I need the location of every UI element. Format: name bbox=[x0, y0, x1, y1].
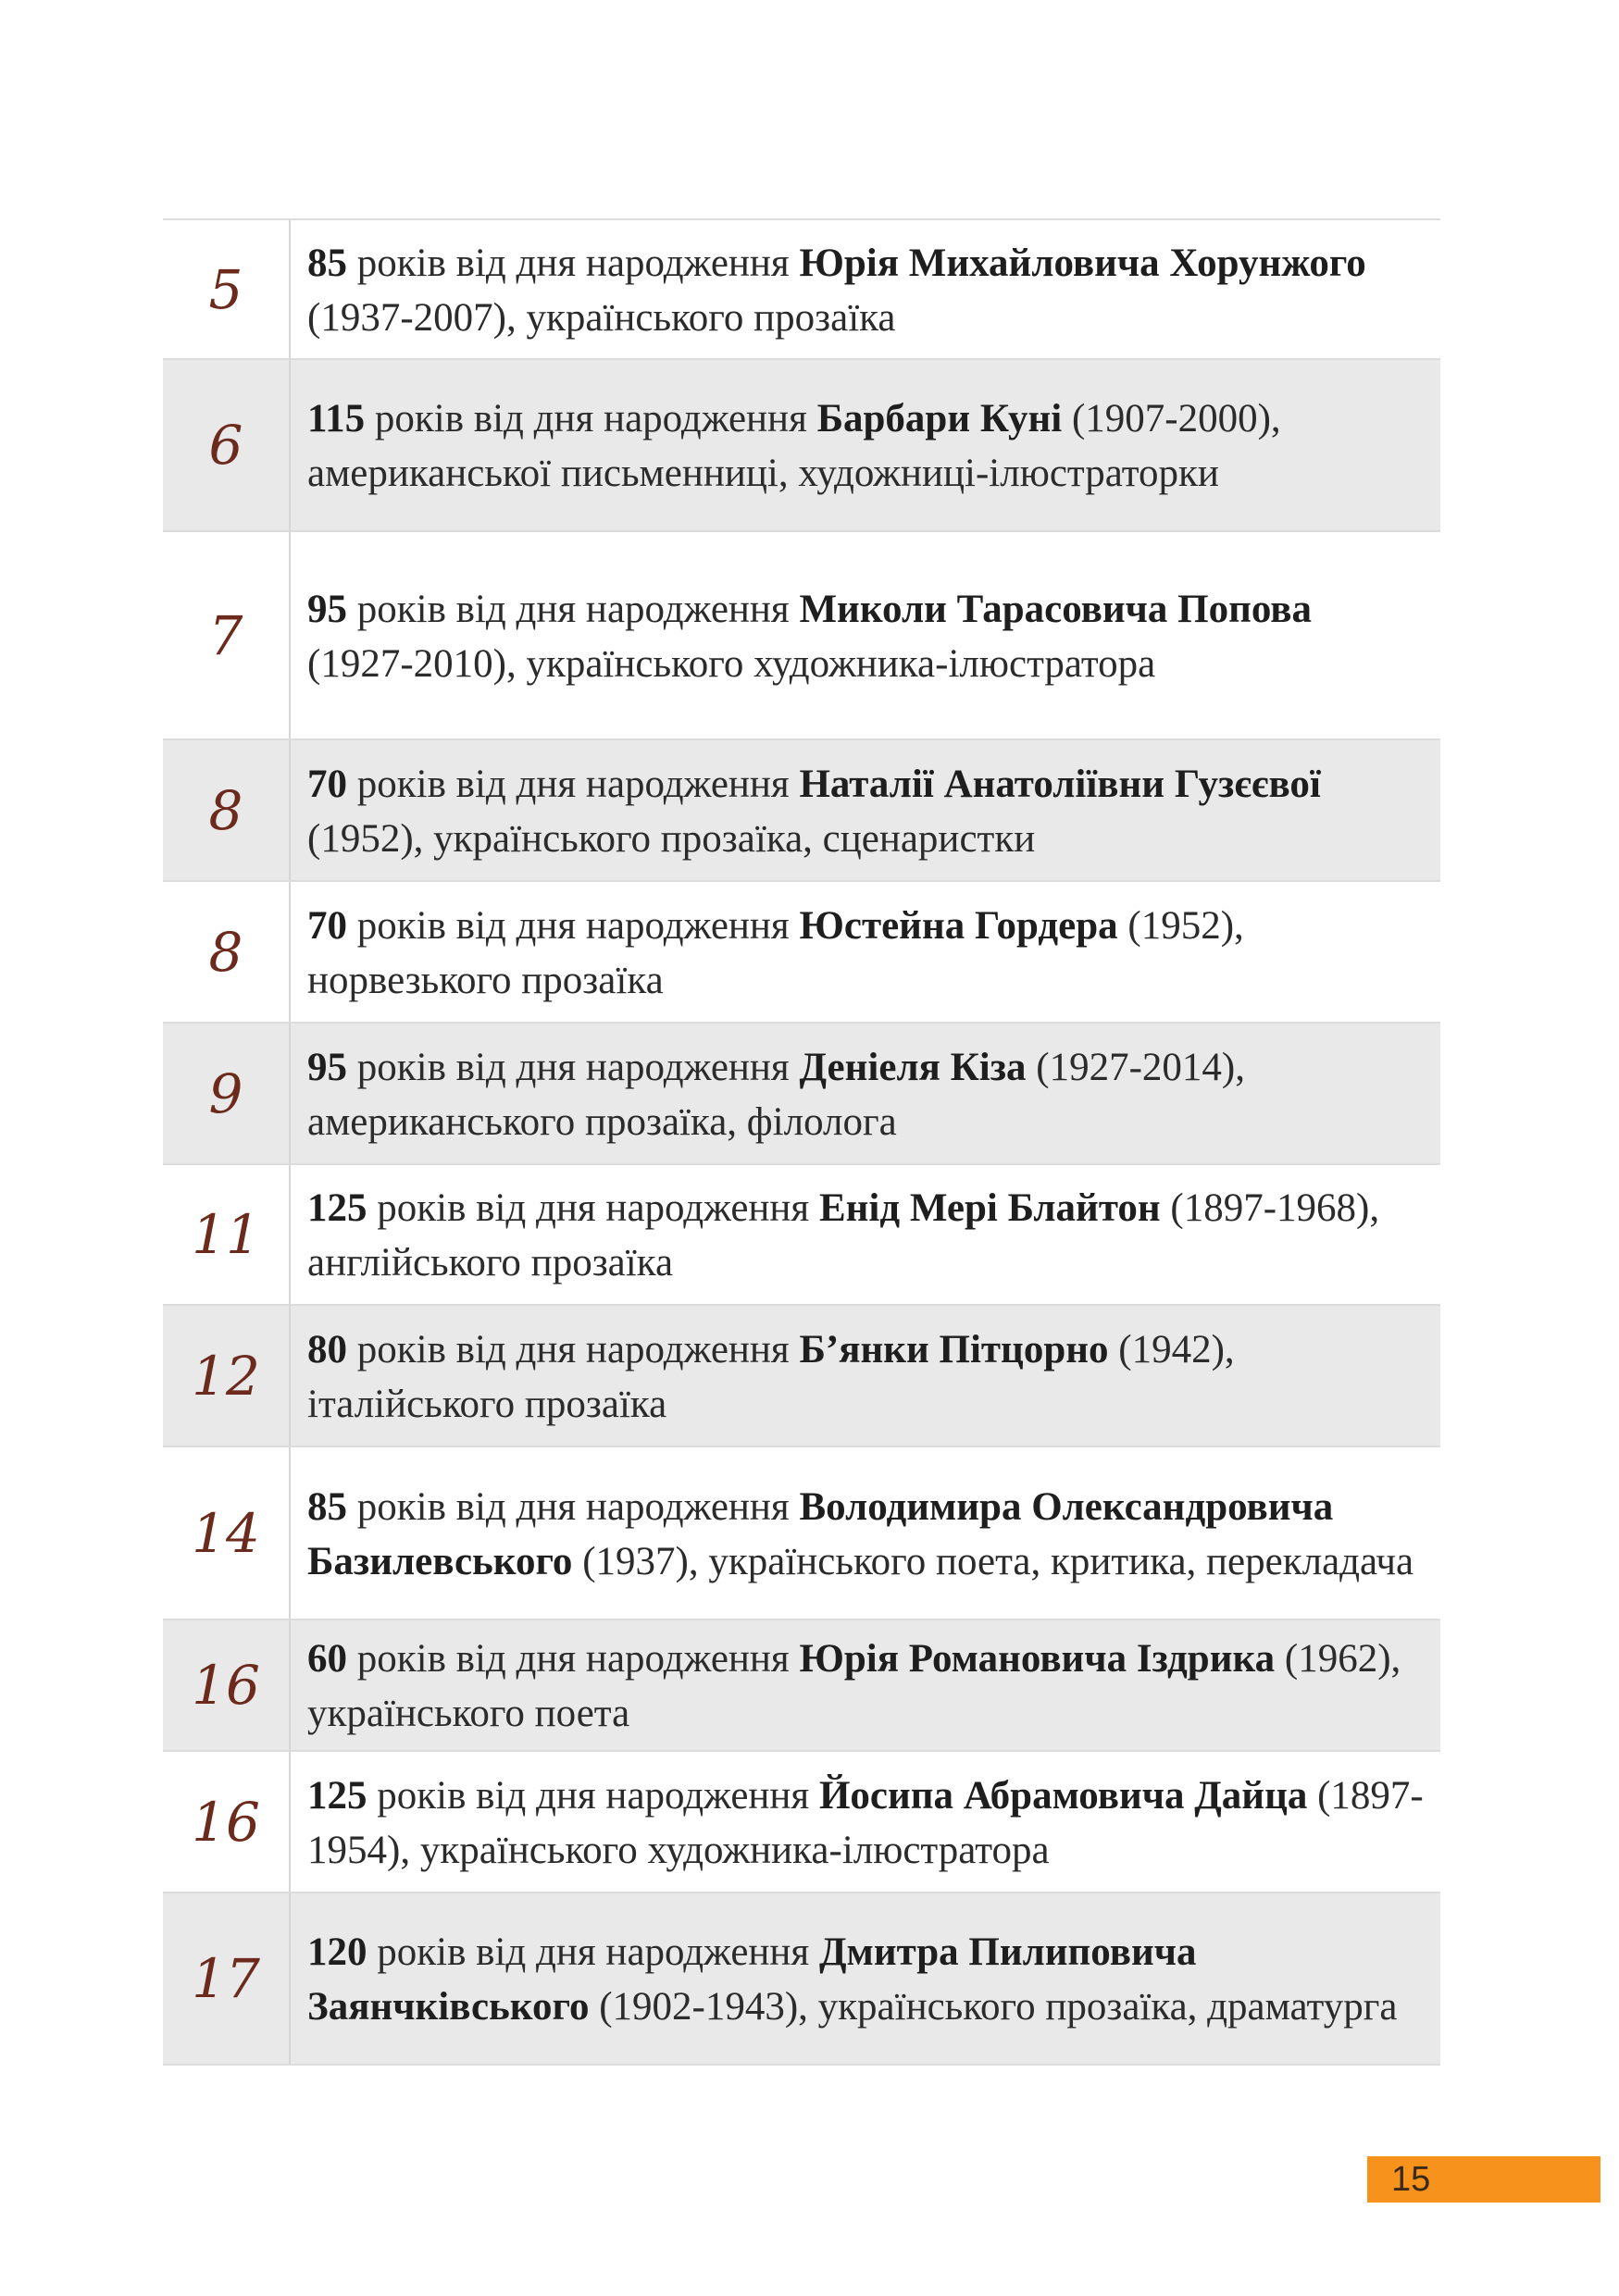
person-name: Барбари Куні bbox=[816, 397, 1063, 441]
table-row bbox=[163, 1893, 1440, 2066]
years-count: 80 bbox=[307, 1327, 347, 1371]
table-row bbox=[163, 532, 1440, 740]
anniversary-calendar-table bbox=[163, 218, 1440, 2066]
page-number-badge bbox=[1367, 2156, 1600, 2203]
entry-phrase: років від дня народження bbox=[347, 903, 800, 948]
day-cell bbox=[163, 220, 291, 358]
entry-text bbox=[307, 582, 1427, 691]
entry-cell bbox=[291, 220, 1440, 358]
entry-phrase: років від дня народження bbox=[347, 1637, 800, 1681]
day-number: 16 bbox=[192, 1654, 260, 1717]
entry-details: (1902-1943), українського прозаїка, драматурга bbox=[589, 1985, 1398, 2029]
entry-text bbox=[307, 1925, 1427, 2034]
years-count: 95 bbox=[307, 587, 347, 631]
entry-details: (1907-2000), американської письменниці, художниці-ілюстраторки bbox=[307, 397, 1281, 495]
day-number: 16 bbox=[192, 1790, 260, 1854]
entry-text bbox=[307, 1322, 1427, 1432]
entry-details: (1897-1968), англійського прозаїка bbox=[307, 1186, 1380, 1285]
day-cell bbox=[163, 1165, 291, 1304]
years-count: 125 bbox=[307, 1186, 367, 1230]
entry-cell bbox=[291, 360, 1440, 530]
years-count: 125 bbox=[307, 1773, 367, 1818]
day-number: 8 bbox=[208, 778, 243, 842]
day-number: 9 bbox=[208, 1061, 243, 1125]
years-count: 95 bbox=[307, 1045, 347, 1089]
day-number: 7 bbox=[208, 603, 243, 667]
entry-phrase: років від дня народження bbox=[347, 241, 800, 285]
entry-cell bbox=[291, 1165, 1440, 1304]
table-row bbox=[163, 220, 1440, 360]
entry-phrase: років від дня народження bbox=[347, 762, 800, 806]
day-cell bbox=[163, 1752, 291, 1892]
entry-phrase: років від дня народження bbox=[347, 1045, 800, 1089]
entry-details: (1927-2010), українського художника-ілюстратора bbox=[307, 641, 1156, 686]
day-number: 11 bbox=[192, 1203, 260, 1266]
day-cell bbox=[163, 740, 291, 880]
table-row bbox=[163, 1752, 1440, 1893]
entry-cell bbox=[291, 740, 1440, 880]
entry-text bbox=[307, 899, 1427, 1008]
years-count: 70 bbox=[307, 903, 347, 948]
day-cell bbox=[163, 1306, 291, 1446]
day-cell bbox=[163, 882, 291, 1022]
entry-cell bbox=[291, 882, 1440, 1022]
person-name: Юстейна Гордера bbox=[799, 903, 1118, 948]
person-name: Дмитра Пилиповича Заянчківського bbox=[307, 1930, 1197, 2029]
day-cell bbox=[163, 1620, 291, 1750]
entry-text bbox=[307, 1480, 1427, 1589]
entry-cell bbox=[291, 532, 1440, 738]
person-name: Деніеля Кіза bbox=[799, 1045, 1027, 1089]
entry-cell bbox=[291, 1447, 1440, 1619]
table-row bbox=[163, 1447, 1440, 1620]
entry-details: (1962), українського поета bbox=[307, 1637, 1401, 1735]
day-cell bbox=[163, 1447, 291, 1619]
table-row bbox=[163, 1024, 1440, 1165]
entry-phrase: років від дня народження bbox=[367, 1186, 819, 1230]
day-number: 12 bbox=[192, 1344, 260, 1408]
years-count: 120 bbox=[307, 1930, 367, 1974]
day-number: 5 bbox=[208, 257, 243, 321]
entry-text bbox=[307, 391, 1427, 501]
entry-text bbox=[307, 1632, 1427, 1741]
table-row bbox=[163, 1306, 1440, 1447]
years-count: 70 bbox=[307, 762, 347, 806]
table-row bbox=[163, 360, 1440, 532]
entry-details: (1952), українського прозаїка, сценаристки bbox=[307, 816, 1036, 861]
entry-phrase: років від дня народження bbox=[347, 1484, 800, 1529]
entry-phrase: років від дня народження bbox=[347, 587, 800, 631]
table-row bbox=[163, 882, 1440, 1024]
person-name: Володимира Олександровича Базилевського bbox=[307, 1484, 1334, 1583]
person-name: Наталії Анатоліївни Гузєєвої bbox=[799, 762, 1321, 806]
years-count: 115 bbox=[307, 397, 366, 441]
entry-text bbox=[307, 757, 1427, 866]
entry-details: (1927-2014), американського прозаїка, філолога bbox=[307, 1045, 1245, 1144]
day-number: 14 bbox=[192, 1501, 260, 1565]
day-number: 6 bbox=[208, 414, 243, 477]
entry-phrase: років від дня народження bbox=[347, 1327, 800, 1371]
day-cell bbox=[163, 360, 291, 530]
entry-cell bbox=[291, 1620, 1440, 1750]
entry-cell bbox=[291, 1752, 1440, 1892]
table-row bbox=[163, 1620, 1440, 1752]
entry-details: (1937-2007), українського прозаїка bbox=[307, 295, 896, 340]
entry-cell bbox=[291, 1893, 1440, 2064]
entry-phrase: років від дня народження bbox=[367, 1930, 819, 1974]
years-count: 60 bbox=[307, 1637, 347, 1681]
entry-text bbox=[307, 1040, 1427, 1149]
entry-details: (1942), італійського прозаїка bbox=[307, 1327, 1235, 1426]
years-count: 85 bbox=[307, 1484, 347, 1529]
entry-details: (1952), норвезького прозаїка bbox=[307, 903, 1244, 1002]
day-cell bbox=[163, 1893, 291, 2064]
day-cell bbox=[163, 1024, 291, 1163]
entry-cell bbox=[291, 1306, 1440, 1446]
entry-details: (1937), українського поета, критика, перекладача bbox=[572, 1539, 1414, 1583]
entry-text bbox=[307, 1181, 1427, 1290]
years-count: 85 bbox=[307, 241, 347, 285]
person-name: Миколи Тарасовича Попова bbox=[799, 587, 1313, 631]
person-name: Йосипа Абрамовича Дайца bbox=[818, 1773, 1308, 1818]
entry-text bbox=[307, 236, 1427, 345]
person-name: Б’янки Пітцорно bbox=[799, 1327, 1109, 1371]
person-name: Юрія Михайловича Хорунжого bbox=[799, 241, 1366, 285]
person-name: Юрія Романовича Іздрика bbox=[799, 1637, 1276, 1681]
day-number: 17 bbox=[192, 1947, 260, 2010]
entry-phrase: років від дня народження bbox=[365, 397, 817, 441]
entry-phrase: років від дня народження bbox=[367, 1773, 819, 1818]
table-row bbox=[163, 1165, 1440, 1306]
page-number: 15 bbox=[1391, 2159, 1431, 2199]
table-row bbox=[163, 740, 1440, 882]
day-cell bbox=[163, 532, 291, 738]
person-name: Енід Мері Блайтон bbox=[818, 1186, 1161, 1230]
entry-text bbox=[307, 1769, 1427, 1878]
entry-details: (1897-1954), українського художника-ілюстратора bbox=[307, 1773, 1424, 1872]
day-number: 8 bbox=[208, 920, 243, 984]
entry-cell bbox=[291, 1024, 1440, 1163]
